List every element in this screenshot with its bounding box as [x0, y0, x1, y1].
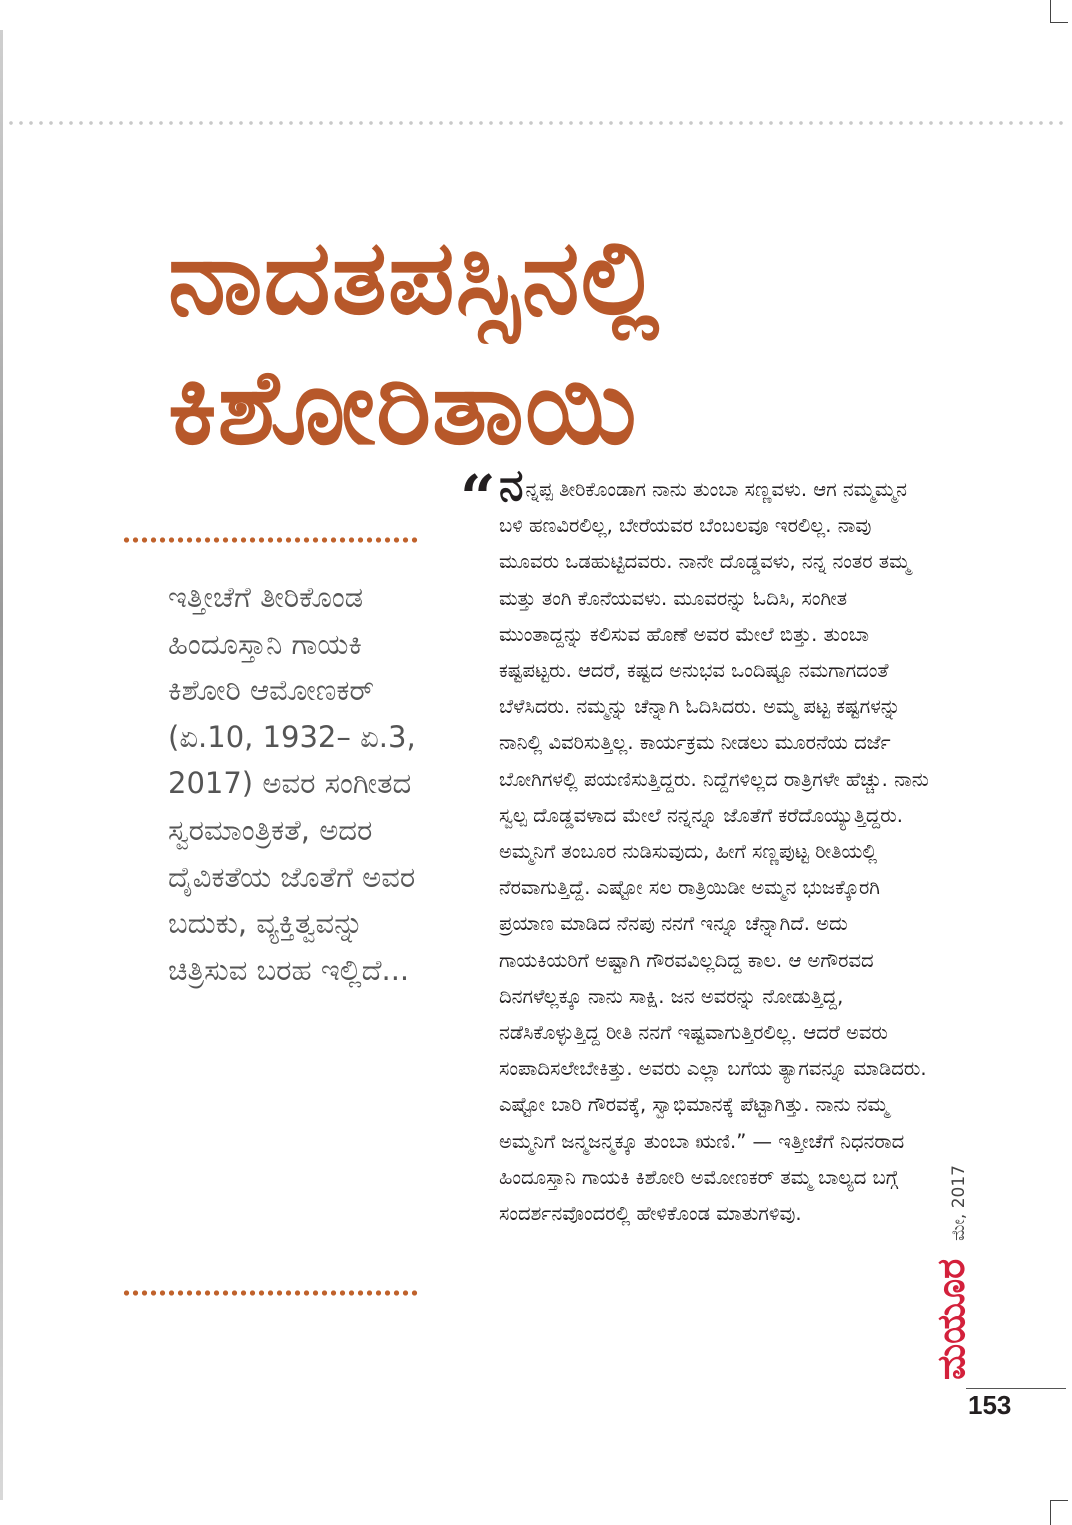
- drop-cap: ನ: [499, 460, 524, 511]
- crop-mark-top-right-h: [1050, 22, 1068, 23]
- intro-blurb: ಇತ್ತೀಚೆಗೆ ತೀರಿಕೊಂಡ ಹಿಂದೂಸ್ತಾನಿ ಗಾಯಕಿ ಕಿಶೋರಿ ಆಮೋಣಕರ್ (ಏ.10, 1932– ಏ.3, 2017) ಅವರ ಸಂಗೀತದ ಸ್ವರಮಾಂತ್ರಿಕತೆ, ಅದರ ದೈವಿಕತೆಯ ಜೊತೆಗೆ ಅವರ ಬದುಕು, ವ್ಯಕ್ತಿತ್ವವನ್ನು ಚಿತ್ರಿಸುವ ಬರಹ ಇಲ್ಲಿದೆ...: [168, 580, 416, 987]
- title-line-1: ನಾದತಪಸ್ಸಿನಲ್ಲಿ: [168, 216, 661, 338]
- article-paragraph: [463, 460, 933, 1232]
- title-line-2: ಕಿಶೋರಿತಾಯಿ: [168, 346, 638, 468]
- page-number: 153: [968, 1390, 1012, 1420]
- article-title: [168, 212, 660, 472]
- opening-quote-mark: “: [460, 461, 496, 534]
- magazine-logo: ಮಯೂರ: [929, 1258, 973, 1380]
- article-body: [463, 460, 933, 1232]
- top-dotted-rule: [6, 120, 1068, 126]
- crop-mark-bottom-right: [1050, 1500, 1051, 1525]
- page-spine-shadow: [0, 30, 3, 1500]
- intro-bottom-dotted-rule: [122, 1289, 418, 1297]
- folio-rule: [966, 1388, 1066, 1389]
- intro-top-dotted-rule: [122, 536, 418, 544]
- crop-mark-bottom-right-h: [1050, 1500, 1068, 1501]
- folio-sidebar: [929, 1130, 1012, 1380]
- article-text: ನ್ನಪ್ಪ ತೀರಿಕೊಂಡಾಗ ನಾನು ತುಂಬಾ ಸಣ್ಣವಳು. ಆಗ ನಮ್ಮಮ್ಮನ ಬಳಿ ಹಣವಿರಲಿಲ್ಲ, ಬೇರೆಯವರ ಬೆಂಬಲವೂ ಇರಲಿಲ್ಲ. ನಾವು ಮೂವರು ಒಡಹುಟ್ಟಿದವರು. ನಾನೇ ದೊಡ್ಡವಳು, ನನ್ನ ನಂತರ ತಮ್ಮ ಮತ್ತು ತಂಗಿ ಕೊನೆಯವಳು. ಮೂವರನ್ನು ಓದಿಸಿ, ಸಂಗೀತ ಮುಂತಾದ್ದನ್ನು ಕಲಿಸುವ ಹೊಣೆ ಅವರ ಮೇಲೆ ಬಿತ್ತು. ತುಂಬಾ ಕಷ್ಟಪಟ್ಟರು. ಆದರೆ, ಕಷ್ಟದ ಅನುಭವ ಒಂದಿಷ್ಟೂ ನಮಗಾಗದಂತೆ ಬೆಳೆಸಿದರು. ನಮ್ಮನ್ನು ಚೆನ್ನಾಗಿ ಓದಿಸಿದರು. ಅಮ್ಮ ಪಟ್ಟ ಕಷ್ಟಗಳನ್ನು ನಾನಿಲ್ಲಿ ವಿವರಿಸುತ್ತಿಲ್ಲ. ಕಾರ್ಯಕ್ರಮ ನೀಡಲು ಮೂರನೆಯ ದರ್ಜೆ ಬೋಗಿಗಳಲ್ಲಿ ಪಯಣಿಸುತ್ತಿದ್ದರು. ನಿದ್ದೆಗಳಿಲ್ಲದ ರಾತ್ರಿಗಳೇ ಹೆಚ್ಚು. ನಾನು ಸ್ವಲ್ಪ ದೊಡ್ಡವಳಾದ ಮೇಲೆ ನನ್ನನ್ನೂ ಜೊತೆಗೆ ಕರೆದೊಯ್ಯುತ್ತಿದ್ದರು. ಅಮ್ಮನಿಗೆ ತಂಬೂರ ನುಡಿಸುವುದು, ಹೀಗೆ ಸಣ್ಣಪುಟ್ಟ ರೀತಿಯಲ್ಲಿ ನೆರವಾಗುತ್ತಿದ್ದೆ. ಎಷ್ಟೋ ಸಲ ರಾತ್ರಿಯಿಡೀ ಅಮ್ಮನ ಭುಜಕ್ಕೊರಗಿ ಪ್ರಯಾಣ ಮಾಡಿದ ನೆನಪು ನನಗೆ ಇನ್ನೂ ಚೆನ್ನಾಗಿದೆ. ಅದು ಗಾಯಕಿಯರಿಗೆ ಅಷ್ಟಾಗಿ ಗೌರವವಿಲ್ಲದಿದ್ದ ಕಾಲ. ಆ ಅಗೌರವದ ದಿನಗಳೆಲ್ಲಕ್ಕೂ ನಾನು ಸಾಕ್ಷಿ. ಜನ ಅವರನ್ನು ನೋಡುತ್ತಿದ್ದ, ನಡೆಸಿಕೊಳ್ಳುತ್ತಿದ್ದ ರೀತಿ ನನಗೆ ಇಷ್ಟವಾಗುತ್ತಿರಲಿಲ್ಲ. ಆದರೆ ಅವರು ಸಂಪಾದಿಸಲೇಬೇಕಿತ್ತು. ಅವರು ಎಲ್ಲಾ ಬಗೆಯ ತ್ಯಾಗವನ್ನೂ ಮಾಡಿದರು. ಎಷ್ಟೋ ಬಾರಿ ಗೌರವಕ್ಕೆ, ಸ್ವಾಭಿಮಾನಕ್ಕೆ ಪೆಟ್ಟಾಗಿತ್ತು. ನಾನು ನಮ್ಮ ಅಮ್ಮನಿಗೆ ಜನ್ಮಜನ್ಮಕ್ಕೂ ತುಂಬಾ ಋಣಿ.” — ಇತ್ತೀಚೆಗೆ ನಿಧನರಾದ ಹಿಂದೂಸ್ತಾನಿ ಗಾಯಕಿ ಕಿಶೋರಿ ಅಮೋಣಕರ್ ತಮ್ಮ ಬಾಲ್ಯದ ಬಗ್ಗೆ ಸಂದರ್ಶನವೊಂದರಲ್ಲಿ ಹೇಳಿಕೊಂಡ ಮಾತುಗಳಿವು.: [499, 478, 929, 1226]
- folio-rotated: [929, 1165, 974, 1380]
- issue-date: ಮೇ, 2017: [949, 1164, 969, 1241]
- crop-mark-top-right: [1050, 0, 1051, 22]
